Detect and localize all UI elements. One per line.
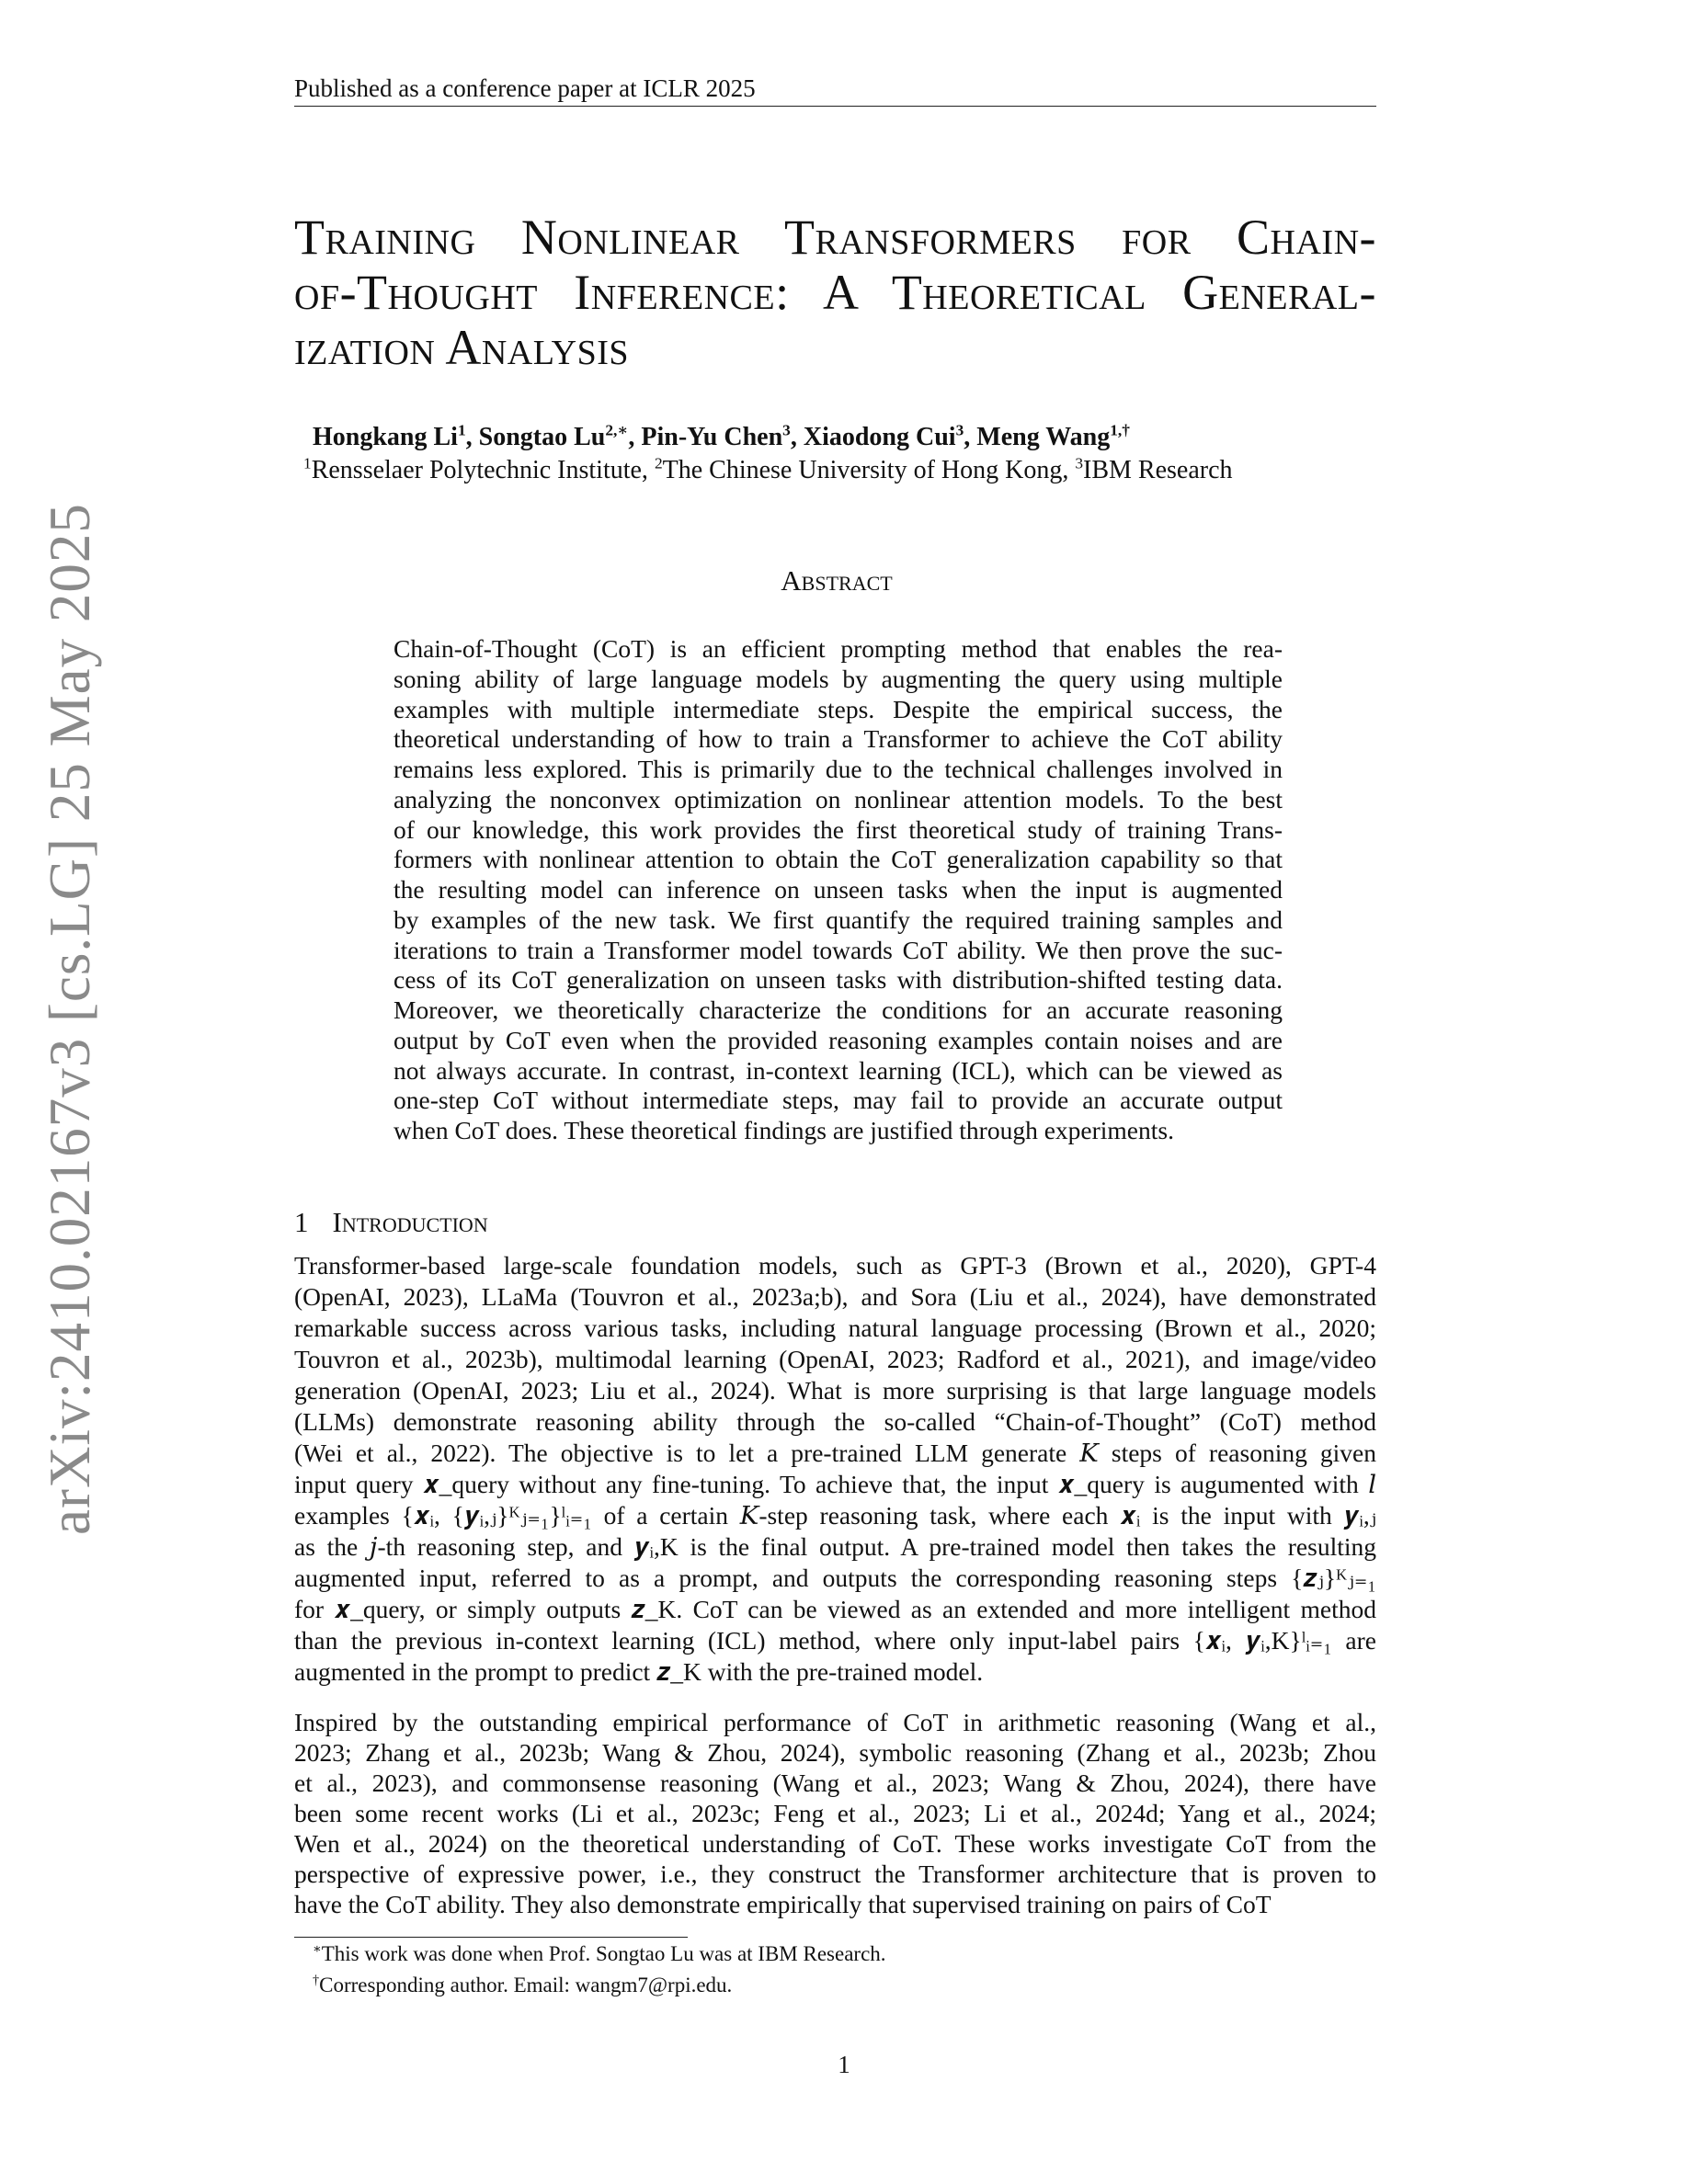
- author-name: Pin-Yu Chen: [641, 423, 783, 451]
- text-line: the resulting model can inference on unseen tasks when the input is augmented: [393, 875, 1283, 904]
- affiliations: [303, 456, 1233, 485]
- text-line: augmented in the prompt to predict 𝒛_K with the pre-trained model.: [294, 1657, 984, 1686]
- text-line: input query 𝒙_query without any fine-tuning. To achieve that, the input 𝒙_query is augumented with 𝑙: [294, 1470, 1376, 1498]
- text-line: than the previous in-context learning (ICL) method, where only input-label pairs {𝒙ᵢ, 𝒚ᵢ,K}ˡᵢ₌₁ are: [294, 1626, 1376, 1655]
- section-heading: [294, 1206, 488, 1239]
- affil-mark: 3: [1075, 454, 1084, 472]
- author-mark: 1: [457, 421, 466, 439]
- text-line: one-step CoT without intermediate steps, may fail to provide an accurate output: [393, 1086, 1283, 1115]
- author-name: Songtao Lu: [478, 423, 606, 451]
- text-line: (Wei et al., 2022). The objective is to let a pre-trained LLM generate 𝐾 steps of reasoning given: [294, 1439, 1376, 1467]
- text-line: 2023; Zhang et al., 2023b; Wang & Zhou, 2024), symbolic reasoning (Zhang et al., 2023b; Zhou: [294, 1738, 1376, 1767]
- section-number: 1: [294, 1206, 309, 1238]
- footnote-mark: ∗: [313, 1941, 322, 1957]
- text-line: examples with multiple intermediate steps. Despite the empirical success, the: [393, 694, 1283, 723]
- footnote-mark: †: [313, 1973, 320, 1988]
- text-line: Transformer-based large-scale foundation models, such as GPT-3 (Brown et al., 2020), GPT-4: [294, 1251, 1376, 1280]
- footnote: [313, 1941, 886, 1967]
- footnote-rule: [294, 1937, 688, 1938]
- author-name: Xiaodong Cui: [803, 423, 956, 451]
- footnote-text: This work was done when Prof. Songtao Lu was at IBM Research.: [321, 1942, 886, 1965]
- text-line: analyzing the nonconvex optimization on nonlinear attention models. To the best: [393, 784, 1283, 813]
- text-line: Wen et al., 2024) on the theoretical understanding of CoT. These works investigate CoT from the: [294, 1829, 1376, 1858]
- text-line: formers with nonlinear attention to obtain the CoT generalization capability so that: [393, 845, 1283, 874]
- affil-name: Rensselaer Polytechnic Institute,: [311, 456, 655, 484]
- text-line: soning ability of large language models by augmenting the query using multiple: [393, 664, 1283, 693]
- text-line: been some recent works (Li et al., 2023c; Feng et al., 2023; Li et al., 2024d; Yang et al., 2024;: [294, 1799, 1376, 1827]
- text-line: for 𝒙_query, or simply outputs 𝒛_K. CoT can be viewed as an extended and more intelligent method: [294, 1595, 1376, 1623]
- affil-mark: 2: [654, 454, 663, 472]
- abstract-heading-row: [0, 564, 1688, 597]
- footnote-text: Corresponding author. Email: wangm7@rpi.edu.: [319, 1974, 733, 1996]
- text-line: have the CoT ability. They also demonstrate empirically that supervised training on pairs of CoT: [294, 1890, 1272, 1918]
- text-line: Moreover, we theoretically characterize the conditions for an accurate reasoning: [393, 995, 1283, 1024]
- text-line: et al., 2023), and commonsense reasoning (Wang et al., 2023; Wang & Zhou, 2024), there have: [294, 1769, 1376, 1797]
- running-header: Published as a conference paper at ICLR 2025: [294, 74, 756, 102]
- arxiv-identifier: arXiv:2410.02167v3 [cs.LG] 25 May 2025: [38, 503, 102, 1535]
- author-name: Hongkang Li: [313, 423, 458, 451]
- title-line: Training Nonlinear Transformers for Chain-: [294, 210, 1376, 265]
- abstract-heading: Abstract: [781, 564, 893, 597]
- affil-mark: 1: [303, 454, 312, 472]
- affil-name: The Chinese University of Hong Kong,: [662, 456, 1076, 484]
- paper-title: [294, 210, 1376, 375]
- page-number: 1: [838, 2051, 850, 2078]
- text-line: Chain-of-Thought (CoT) is an efficient prompting method that enables the rea-: [393, 634, 1283, 663]
- paragraph: [294, 1707, 1376, 1919]
- affil-name: IBM Research: [1083, 456, 1233, 484]
- text-line: Inspired by the outstanding empirical performance of CoT in arithmetic reasoning (Wang et al.,: [294, 1708, 1376, 1736]
- abstract-body: [393, 634, 1283, 1146]
- author-mark: 3: [955, 421, 964, 439]
- text-line: of our knowledge, this work provides the first theoretical study of training Trans-: [393, 814, 1283, 844]
- text-line: iterations to train a Transformer model towards CoT ability. We then prove the suc-: [393, 935, 1283, 964]
- author-mark: 2,∗: [605, 421, 629, 439]
- author-list: Hongkang Li$^1$, Songtao $Lu^{2,∗}$, Pin-Yu Chen$^3$, Xiaodong Cui$^3$, Meng Wang$^{1,\dagger}$: [313, 421, 1130, 451]
- text-line: theoretical understanding of how to train a Transformer to achieve the CoT ability: [393, 724, 1283, 754]
- title-line: of-Thought Inference: A Theoretical General-: [294, 265, 1376, 320]
- text-line: not always accurate. In contrast, in-context learning (ICL), which can be viewed as: [393, 1055, 1283, 1085]
- text-line: remains less explored. This is primarily due to the technical challenges involved in: [393, 755, 1283, 783]
- text-line: remarkable success across various tasks, including natural language processing (Brown et al., 2020;: [294, 1314, 1376, 1342]
- paragraph: [294, 1250, 1376, 1688]
- text-line: (OpenAI, 2023), LLaMa (Touvron et al., 2023a;b), and Sora (Liu et al., 2024), have demonstrated: [294, 1282, 1376, 1311]
- author-mark: 1,†: [1110, 421, 1130, 439]
- text-line: (LLMs) demonstrate reasoning ability through the so-called “Chain-of-Thought” (CoT) method: [294, 1407, 1376, 1436]
- header-rule: [294, 106, 1376, 107]
- text-line: augmented input, referred to as a prompt, and outputs the corresponding reasoning steps {𝒛ⱼ}ᴷⱼ₌₁: [294, 1564, 1376, 1592]
- text-line: cess of its CoT generalization on unseen tasks with distribution-shifted testing data.: [393, 965, 1283, 995]
- text-line: output by CoT even when the provided reasoning examples contain noises and are: [393, 1025, 1283, 1054]
- text-line: Touvron et al., 2023b), multimodal learning (OpenAI, 2023; Radford et al., 2021), and image/video: [294, 1345, 1376, 1373]
- text-line: perspective of expressive power, i.e., they construct the Transformer architecture that is proven to: [294, 1860, 1376, 1888]
- author-name: Meng Wang: [976, 423, 1111, 451]
- author-mark: 3: [782, 421, 791, 439]
- text-line: generation (OpenAI, 2023; Liu et al., 2024). What is more surprising is that large language models: [294, 1376, 1376, 1405]
- text-line: when CoT does. These theoretical findings are justified through experiments.: [393, 1116, 1174, 1144]
- footnote: [313, 1973, 732, 1998]
- text-line: as the 𝑗-th reasoning step, and 𝒚ᵢ,K is the final output. A pre-trained model then takes the resulting: [294, 1532, 1376, 1561]
- section-title: Introduction: [332, 1206, 488, 1238]
- title-line: ization Analysis: [294, 320, 630, 375]
- text-line: by examples of the new task. We first quantify the required training samples and: [393, 904, 1283, 934]
- text-line: examples {𝒙ᵢ, {𝒚ᵢ,ⱼ}ᴷⱼ₌₁}ˡᵢ₌₁ of a certain 𝐾-step reasoning task, where each 𝒙ᵢ is the input with 𝒚ᵢ,ⱼ: [294, 1501, 1376, 1530]
